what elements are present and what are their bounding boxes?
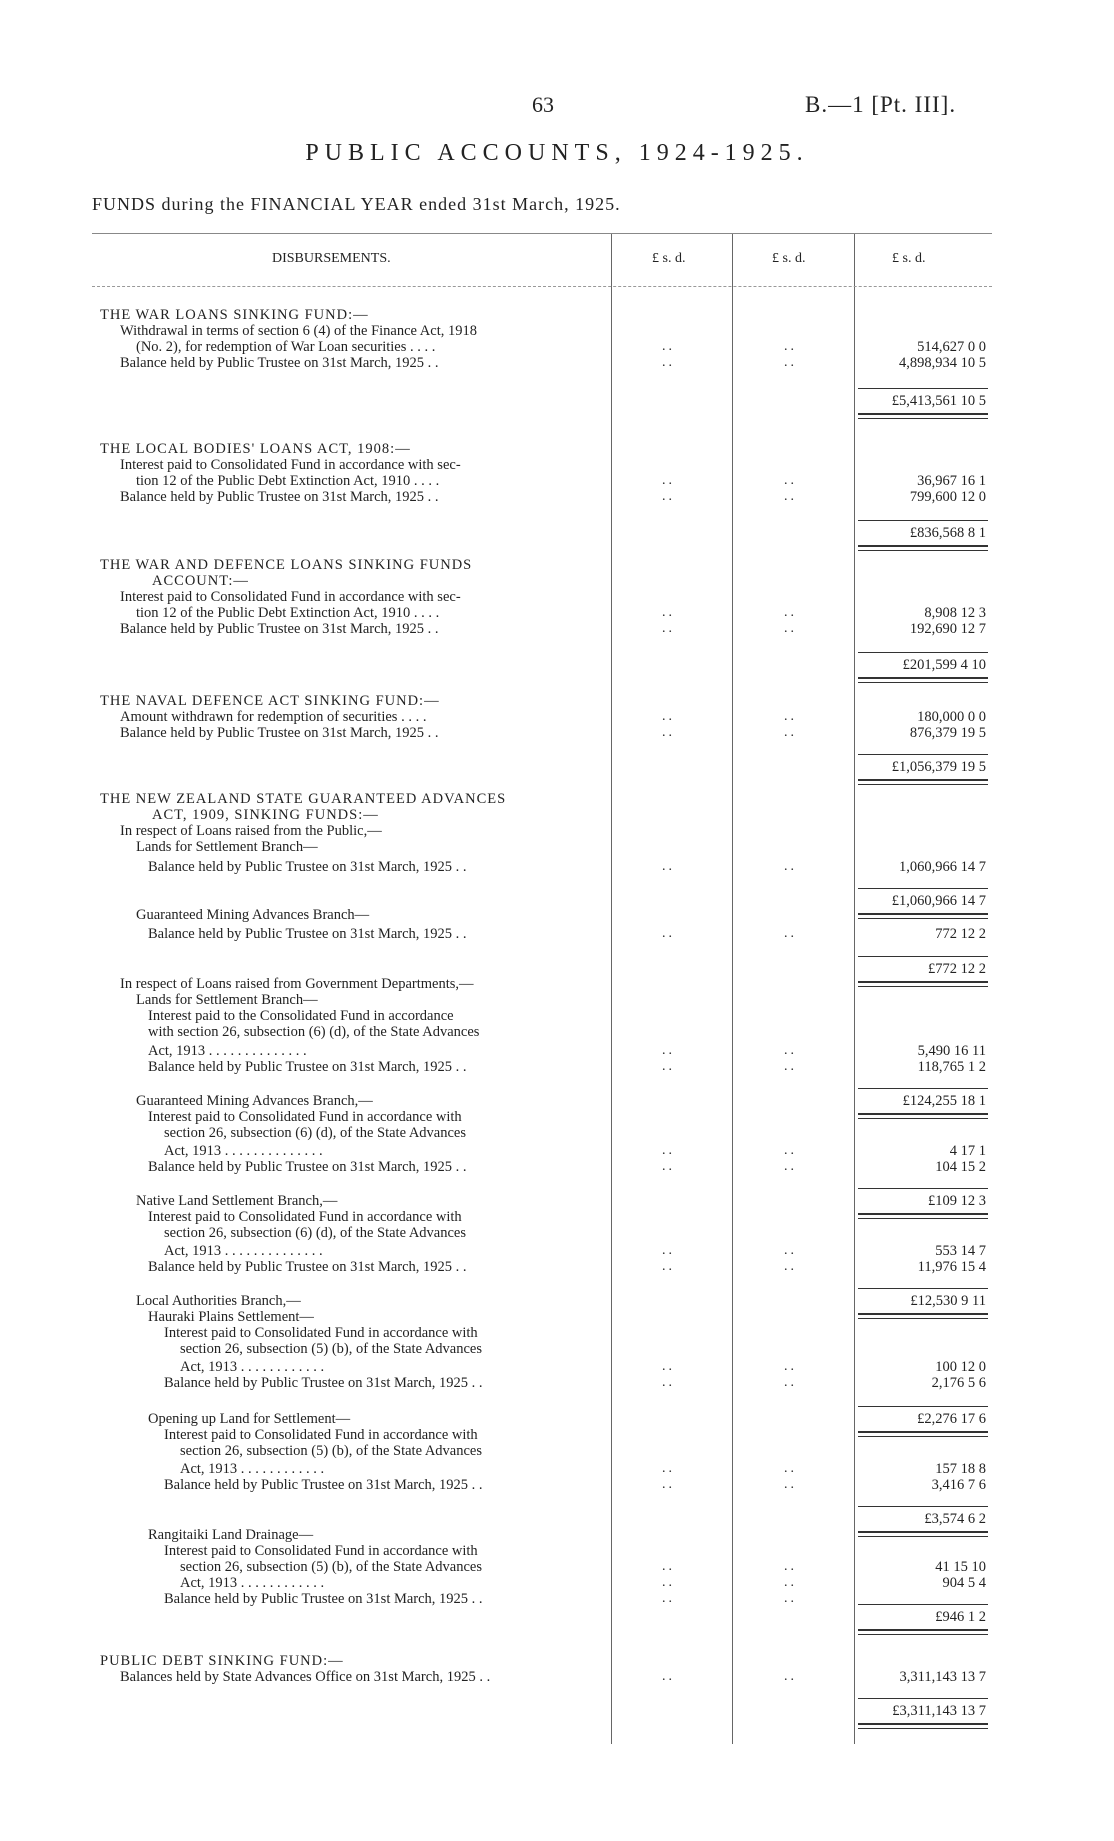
total-double-rule — [858, 1629, 988, 1635]
line-item-text: Interest paid to Consolidated Fund in accordance with — [148, 1109, 462, 1125]
total-double-rule — [858, 1531, 988, 1537]
line-item-text: Act, 1913 . . . . . . . . . . . . — [180, 1461, 325, 1477]
line-item-text: Act, 1913 . . . . . . . . . . . . . . — [164, 1243, 323, 1259]
leader-dots: .. — [662, 1143, 675, 1158]
section-total: £772 12 2 — [928, 961, 986, 977]
line-item-text: In respect of Loans raised from Government Departments,— — [120, 976, 474, 992]
line-item-text: Interest paid to Consolidated Fund in accordance with — [164, 1325, 478, 1341]
leader-dots: .. — [784, 709, 797, 724]
leader-dots: .. — [784, 355, 797, 370]
leader-dots: .. — [784, 1669, 797, 1684]
section-total: £109 12 3 — [928, 1193, 986, 1209]
leader-dots: .. — [662, 709, 675, 724]
line-item-text: Balances held by State Advances Office on 31st March, 1925 . . — [120, 1669, 491, 1685]
line-item-text: tion 12 of the Public Debt Extinction Act, 1910 . . . . — [136, 605, 440, 621]
leader-dots: .. — [784, 926, 797, 941]
line-item-text: Amount withdrawn for redemption of securities . . . . — [120, 709, 427, 725]
total-double-rule — [858, 413, 988, 419]
line-item-text: section 26, subsection (6) (d), of the State Advances — [164, 1125, 467, 1141]
amount: 41 15 10 — [935, 1559, 986, 1575]
line-item-text: Balance held by Public Trustee on 31st March, 1925 . . — [120, 489, 439, 505]
amount: 4,898,934 10 5 — [899, 355, 986, 371]
line-item-text: section 26, subsection (5) (b), of the State Advances — [180, 1443, 483, 1459]
line-item-text: Balance held by Public Trustee on 31st March, 1925 . . — [148, 1159, 467, 1175]
total-double-rule — [858, 779, 988, 785]
leader-dots: .. — [662, 725, 675, 740]
line-item-text: Interest paid to Consolidated Fund in accordance with sec- — [120, 457, 461, 473]
leader-dots: .. — [662, 355, 675, 370]
amount: 799,600 12 0 — [909, 489, 986, 505]
leader-dots: .. — [784, 1591, 797, 1606]
subtotal-rule — [858, 388, 988, 389]
column-header-3: £ s. d. — [892, 251, 926, 266]
leader-dots: .. — [784, 1359, 797, 1374]
amount: 5,490 16 11 — [917, 1043, 986, 1059]
section-total: £5,413,561 10 5 — [891, 393, 986, 409]
total-double-rule — [858, 677, 988, 683]
leader-dots: .. — [662, 1461, 675, 1476]
amount: 104 15 2 — [935, 1159, 986, 1175]
section-total: £1,056,379 19 5 — [891, 759, 986, 775]
amount: 8,908 12 3 — [924, 605, 986, 621]
line-item-text: Rangitaiki Land Drainage— — [148, 1527, 314, 1543]
section-heading: THE NAVAL DEFENCE ACT SINKING FUND:— — [100, 693, 440, 709]
amount: 4 17 1 — [949, 1143, 986, 1159]
amount: 772 12 2 — [935, 926, 986, 942]
leader-dots: .. — [784, 1375, 797, 1390]
document-reference: B.—1 [Pt. III]. — [805, 92, 957, 117]
subtotal-rule — [858, 1506, 988, 1507]
line-item-text: Lands for Settlement Branch— — [136, 839, 318, 855]
subtotal-rule — [858, 652, 988, 653]
line-item-text: Balance held by Public Trustee on 31st March, 1925 . . — [120, 621, 439, 637]
line-item-text: section 26, subsection (5) (b), of the State Advances — [180, 1559, 483, 1575]
total-double-rule — [858, 1213, 988, 1219]
amount: 904 5 4 — [942, 1575, 986, 1591]
leader-dots: .. — [662, 1591, 675, 1606]
amount: 1,060,966 14 7 — [899, 859, 986, 875]
amount: 192,690 12 7 — [909, 621, 986, 637]
section-heading: PUBLIC DEBT SINKING FUND:— — [100, 1653, 344, 1669]
leader-dots: .. — [784, 1143, 797, 1158]
line-item-text: Balance held by Public Trustee on 31st March, 1925 . . — [148, 926, 467, 942]
line-item-text: Guaranteed Mining Advances Branch,— — [136, 1093, 373, 1109]
line-item-text: Native Land Settlement Branch,— — [136, 1193, 338, 1209]
header-rule — [92, 286, 992, 287]
line-item-text: (No. 2), for redemption of War Loan securities . . . . — [136, 339, 436, 355]
amount: 876,379 19 5 — [909, 725, 986, 741]
line-item-text: section 26, subsection (6) (d), of the State Advances — [164, 1225, 467, 1241]
subtotal-rule — [858, 956, 988, 957]
page-subtitle: FUNDS during the FINANCIAL YEAR ended 31st March, 1925. — [92, 194, 621, 214]
section-total: £124,255 18 1 — [902, 1093, 986, 1109]
line-item-text: Balance held by Public Trustee on 31st March, 1925 . . — [164, 1375, 483, 1391]
section-heading: ACT, 1909, SINKING FUNDS:— — [152, 807, 379, 823]
leader-dots: .. — [784, 621, 797, 636]
total-double-rule — [858, 1313, 988, 1319]
subtotal-rule — [858, 1188, 988, 1189]
leader-dots: .. — [784, 1559, 797, 1574]
leader-dots: .. — [784, 1477, 797, 1492]
page-title: PUBLIC ACCOUNTS, 1924-1925. — [305, 140, 809, 166]
section-total: £3,574 6 2 — [924, 1511, 986, 1527]
leader-dots: .. — [662, 1159, 675, 1174]
leader-dots: .. — [662, 1669, 675, 1684]
section-heading: THE WAR AND DEFENCE LOANS SINKING FUNDS — [100, 557, 473, 573]
leader-dots: .. — [662, 1477, 675, 1492]
line-item-text: tion 12 of the Public Debt Extinction Act, 1910 . . . . — [136, 473, 440, 489]
line-item-text: Act, 1913 . . . . . . . . . . . . . . — [148, 1043, 307, 1059]
leader-dots: .. — [662, 859, 675, 874]
page-number: 63 — [532, 92, 554, 117]
section-total: £3,311,143 13 7 — [892, 1703, 986, 1719]
line-item-text: Balance held by Public Trustee on 31st March, 1925 . . — [148, 1059, 467, 1075]
leader-dots: .. — [662, 1559, 675, 1574]
column-divider — [611, 234, 612, 1744]
leader-dots: .. — [784, 473, 797, 488]
line-item-text: In respect of Loans raised from the Public,— — [120, 823, 382, 839]
section-total: £201,599 4 10 — [902, 657, 986, 673]
line-item-text: Act, 1913 . . . . . . . . . . . . . . — [164, 1143, 323, 1159]
total-double-rule — [858, 913, 988, 919]
subtotal-rule — [858, 888, 988, 889]
line-item-text: Balance held by Public Trustee on 31st March, 1925 . . — [148, 859, 467, 875]
amount: 180,000 0 0 — [917, 709, 986, 725]
line-item-text: section 26, subsection (5) (b), of the State Advances — [180, 1341, 483, 1357]
leader-dots: .. — [784, 1159, 797, 1174]
total-double-rule — [858, 981, 988, 987]
line-item-text: Act, 1913 . . . . . . . . . . . . — [180, 1575, 325, 1591]
amount: 118,765 1 2 — [917, 1059, 986, 1075]
amount: 3,311,143 13 7 — [899, 1669, 986, 1685]
leader-dots: .. — [784, 1243, 797, 1258]
leader-dots: .. — [784, 1461, 797, 1476]
leader-dots: .. — [784, 1259, 797, 1274]
leader-dots: .. — [662, 1043, 675, 1058]
subtotal-rule — [858, 754, 988, 755]
section-heading: THE WAR LOANS SINKING FUND:— — [100, 307, 369, 323]
subtotal-rule — [858, 1406, 988, 1407]
line-item-text: Act, 1913 . . . . . . . . . . . . — [180, 1359, 325, 1375]
leader-dots: .. — [662, 926, 675, 941]
section-total: £1,060,966 14 7 — [891, 893, 986, 909]
line-item-text: Withdrawal in terms of section 6 (4) of the Finance Act, 1918 — [120, 323, 477, 339]
line-item-text: with section 26, subsection (6) (d), of the State Advances — [148, 1024, 480, 1040]
line-item-text: Interest paid to Consolidated Fund in accordance with — [148, 1209, 462, 1225]
line-item-text: Guaranteed Mining Advances Branch— — [136, 907, 370, 923]
leader-dots: .. — [784, 1043, 797, 1058]
total-double-rule — [858, 1113, 988, 1119]
amount: 3,416 7 6 — [931, 1477, 986, 1493]
line-item-text: Local Authorities Branch,— — [136, 1293, 301, 1309]
line-item-text: Opening up Land for Settlement— — [148, 1411, 351, 1427]
line-item-text: Balance held by Public Trustee on 31st March, 1925 . . — [120, 355, 439, 371]
leader-dots: .. — [662, 1575, 675, 1590]
subtotal-rule — [858, 1088, 988, 1089]
leader-dots: .. — [662, 473, 675, 488]
column-header-disbursements: DISBURSEMENTS. — [272, 251, 391, 266]
leader-dots: .. — [662, 489, 675, 504]
column-divider — [732, 234, 733, 1744]
line-item-text: Balance held by Public Trustee on 31st March, 1925 . . — [120, 725, 439, 741]
line-item-text: Interest paid to Consolidated Fund in accordance with — [164, 1543, 478, 1559]
leader-dots: .. — [784, 1059, 797, 1074]
leader-dots: .. — [784, 859, 797, 874]
line-item-text: Interest paid to the Consolidated Fund in accordance — [148, 1008, 454, 1024]
column-header-1: £ s. d. — [652, 251, 686, 266]
subtotal-rule — [858, 1604, 988, 1605]
section-heading: ACCOUNT:— — [152, 573, 249, 589]
leader-dots: .. — [662, 605, 675, 620]
leader-dots: .. — [784, 339, 797, 354]
section-heading: THE NEW ZEALAND STATE GUARANTEED ADVANCES — [100, 791, 507, 807]
amount: 100 12 0 — [935, 1359, 986, 1375]
amount: 11,976 15 4 — [917, 1259, 986, 1275]
disbursements-table — [92, 233, 992, 1764]
leader-dots: .. — [662, 1243, 675, 1258]
total-double-rule — [858, 1723, 988, 1729]
leader-dots: .. — [662, 1059, 675, 1074]
column-header-2: £ s. d. — [772, 251, 806, 266]
line-item-text: Lands for Settlement Branch— — [136, 992, 318, 1008]
amount: 157 18 8 — [935, 1461, 986, 1477]
subtotal-rule — [858, 1698, 988, 1699]
line-item-text: Balance held by Public Trustee on 31st March, 1925 . . — [148, 1259, 467, 1275]
line-item-text: Interest paid to Consolidated Fund in accordance with sec- — [120, 589, 461, 605]
total-double-rule — [858, 1431, 988, 1437]
leader-dots: .. — [662, 1359, 675, 1374]
amount: 36,967 16 1 — [917, 473, 986, 489]
amount: 2,176 5 6 — [931, 1375, 986, 1391]
amount: 553 14 7 — [935, 1243, 986, 1259]
leader-dots: .. — [662, 621, 675, 636]
leader-dots: .. — [662, 1259, 675, 1274]
subtotal-rule — [858, 520, 988, 521]
leader-dots: .. — [662, 339, 675, 354]
total-double-rule — [858, 545, 988, 551]
section-total: £2,276 17 6 — [917, 1411, 986, 1427]
leader-dots: .. — [784, 489, 797, 504]
section-heading: THE LOCAL BODIES' LOANS ACT, 1908:— — [100, 441, 411, 457]
leader-dots: .. — [784, 725, 797, 740]
section-total: £946 1 2 — [935, 1609, 986, 1625]
subtotal-rule — [858, 1288, 988, 1289]
leader-dots: .. — [784, 1575, 797, 1590]
line-item-text: Hauraki Plains Settlement— — [148, 1309, 314, 1325]
section-total: £836,568 8 1 — [909, 525, 986, 541]
leader-dots: .. — [662, 1375, 675, 1390]
leader-dots: .. — [784, 605, 797, 620]
line-item-text: Balance held by Public Trustee on 31st March, 1925 . . — [164, 1477, 483, 1493]
amount: 514,627 0 0 — [917, 339, 986, 355]
line-item-text: Interest paid to Consolidated Fund in accordance with — [164, 1427, 478, 1443]
section-total: £12,530 9 11 — [910, 1293, 986, 1309]
line-item-text: Balance held by Public Trustee on 31st March, 1925 . . — [164, 1591, 483, 1607]
